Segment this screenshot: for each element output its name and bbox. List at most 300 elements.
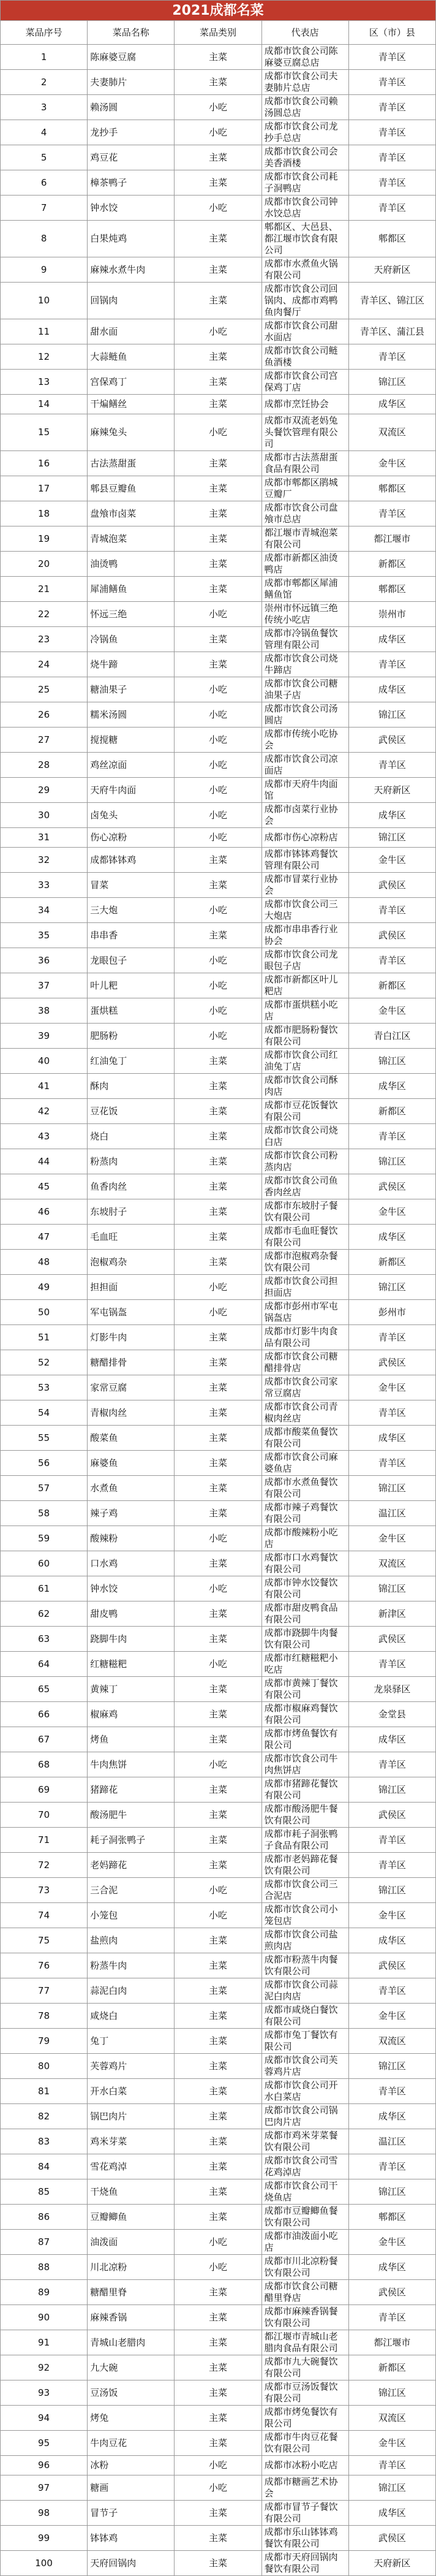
dish-name: 担担面	[88, 1275, 175, 1300]
dish-name: 三大炮	[88, 898, 175, 923]
row-number: 92	[1, 2355, 88, 2380]
district: 武侯区	[348, 1803, 435, 1828]
dish-category: 主菜	[175, 451, 261, 476]
table-row	[1, 552, 436, 577]
table-row	[1, 973, 436, 998]
representative-store: 成都市酸汤肥牛餐饮有限公司	[261, 1803, 348, 1828]
district: 青羊区	[348, 1325, 435, 1350]
district: 青羊区	[348, 70, 435, 95]
table-row	[1, 1476, 436, 1501]
district: 金牛区	[348, 1526, 435, 1551]
row-number: 77	[1, 1978, 88, 2004]
representative-store: 成都市饮食公司担担面店	[261, 1275, 348, 1300]
dish-name: 牛肉焦饼	[88, 1752, 175, 1777]
table-row	[1, 170, 436, 196]
representative-store: 成都市双流老妈兔头餐饮管理有限公司	[261, 414, 348, 451]
district: 锦江区	[348, 2054, 435, 2079]
row-number: 84	[1, 2154, 88, 2179]
dish-category: 小吃	[175, 1576, 261, 1601]
representative-store: 成都市烤兔餐饮有限公司	[261, 2406, 348, 2431]
row-number: 78	[1, 2004, 88, 2029]
dish-category: 主菜	[175, 2179, 261, 2205]
row-number: 94	[1, 2406, 88, 2431]
dish-category: 主菜	[175, 283, 261, 319]
representative-store: 成都市蛋烘糕小吃店	[261, 998, 348, 1024]
row-number: 89	[1, 2280, 88, 2305]
representative-store: 成都市酸菜鱼餐饮有限公司	[261, 1426, 348, 1451]
table-row	[1, 1149, 436, 1174]
district: 青羊区	[348, 1124, 435, 1149]
row-number: 10	[1, 283, 88, 319]
row-number: 23	[1, 627, 88, 652]
district: 青羊区	[348, 145, 435, 170]
representative-store: 成都市饮食公司家常豆腐店	[261, 1375, 348, 1400]
dish-name: 椒麻鸡	[88, 1702, 175, 1727]
row-number: 79	[1, 2029, 88, 2054]
table-row	[1, 1953, 436, 1978]
table-row	[1, 1174, 436, 1199]
representative-store: 成都市川北凉粉餐饮有限公司	[261, 2255, 348, 2280]
representative-store: 成都市饮食公司粉蒸肉店	[261, 1149, 348, 1174]
representative-store: 成都市甜皮鸭食品有限公司	[261, 1601, 348, 1627]
row-number: 2	[1, 70, 88, 95]
district: 金牛区	[348, 848, 435, 873]
dish-category: 小吃	[175, 1300, 261, 1325]
dish-category: 小吃	[175, 998, 261, 1024]
table-row	[1, 120, 436, 145]
dish-category: 主菜	[175, 1149, 261, 1174]
table-row	[1, 1652, 436, 1677]
row-number: 31	[1, 828, 88, 848]
dish-category: 小吃	[175, 1878, 261, 1903]
dish-category: 主菜	[175, 2551, 261, 2576]
table-row	[1, 1400, 436, 1426]
dish-category: 主菜	[175, 170, 261, 196]
representative-store: 都江堰市青城泡菜有限公司	[261, 526, 348, 552]
district: 新都区	[348, 2355, 435, 2380]
dish-name: 鱼香肉丝	[88, 1174, 175, 1199]
table-row	[1, 1300, 436, 1325]
row-number: 98	[1, 2501, 88, 2526]
district: 青羊区	[348, 2079, 435, 2104]
dish-category: 主菜	[175, 1476, 261, 1501]
row-number: 22	[1, 602, 88, 627]
district: 青羊区	[348, 1400, 435, 1426]
row-number: 100	[1, 2551, 88, 2576]
representative-store: 成都市泡椒鸡杂餐饮有限公司	[261, 1250, 348, 1275]
header-store: 代表店	[261, 21, 348, 45]
representative-store: 成都市兔丁餐饮有限公司	[261, 2029, 348, 2054]
dish-name: 酸汤肥牛	[88, 1803, 175, 1828]
dish-name: 青城泡菜	[88, 526, 175, 552]
dish-category: 小吃	[175, 120, 261, 145]
representative-store: 成都市椒麻鸡餐饮有限公司	[261, 1702, 348, 1727]
dish-name: 粉蒸肉	[88, 1149, 175, 1174]
district: 青羊区	[348, 1978, 435, 2004]
dish-name: 冰粉	[88, 2456, 175, 2475]
dish-category: 主菜	[175, 2330, 261, 2355]
dish-name: 郫县豆瓣鱼	[88, 476, 175, 501]
dish-category: 小吃	[175, 1526, 261, 1551]
dish-category: 小吃	[175, 898, 261, 923]
dish-name: 酸辣粉	[88, 1526, 175, 1551]
dish-name: 糖油果子	[88, 677, 175, 702]
district: 青羊区	[348, 753, 435, 778]
dish-category: 主菜	[175, 2154, 261, 2179]
table-row	[1, 1727, 436, 1752]
row-number: 74	[1, 1903, 88, 1928]
district: 武侯区	[348, 728, 435, 753]
row-number: 9	[1, 257, 88, 283]
dish-category: 小吃	[175, 1752, 261, 1777]
representative-store: 成都市口水鸡餐饮有限公司	[261, 1551, 348, 1576]
row-number: 70	[1, 1803, 88, 1828]
table-row	[1, 602, 436, 627]
dish-name: 口水鸡	[88, 1551, 175, 1576]
dish-category: 小吃	[175, 677, 261, 702]
dish-name: 回锅肉	[88, 283, 175, 319]
representative-store: 成都市粉蒸牛肉餐饮有限公司	[261, 1953, 348, 1978]
representative-store: 成都市鸡米芽菜餐饮有限公司	[261, 2129, 348, 2154]
table-row	[1, 2129, 436, 2154]
dish-name: 牛肉豆花	[88, 2431, 175, 2456]
dish-category: 小吃	[175, 828, 261, 848]
representative-store: 成都市饮食公司糖醋排骨店	[261, 1350, 348, 1375]
row-number: 17	[1, 476, 88, 501]
district: 武侯区	[348, 873, 435, 898]
row-number: 41	[1, 1074, 88, 1099]
dish-category: 主菜	[175, 1928, 261, 1953]
representative-store: 成都市饮食公司汤圆店	[261, 702, 348, 728]
dish-category: 小吃	[175, 414, 261, 451]
district: 锦江区	[348, 1049, 435, 1074]
header-row	[1, 21, 436, 45]
dish-category: 小吃	[175, 2475, 261, 2501]
row-number: 36	[1, 948, 88, 973]
district: 成华区	[348, 1225, 435, 1250]
table-row	[1, 2104, 436, 2129]
table-row	[1, 1853, 436, 1878]
dish-name: 麻辣兔头	[88, 414, 175, 451]
dish-name: 麻婆鱼	[88, 1451, 175, 1476]
table-row	[1, 2054, 436, 2079]
dish-name: 龙抄手	[88, 120, 175, 145]
table-row	[1, 2355, 436, 2380]
dish-name: 肥肠粉	[88, 1024, 175, 1049]
dish-name: 烧牛蹄	[88, 652, 175, 677]
dish-name: 糖画	[88, 2475, 175, 2501]
representative-store: 成都市郫都区鹃城豆瓣厂	[261, 476, 348, 501]
dish-name: 鸡丝凉面	[88, 753, 175, 778]
row-number: 30	[1, 803, 88, 828]
dish-category: 主菜	[175, 627, 261, 652]
district: 锦江区	[348, 1576, 435, 1601]
district: 新都区	[348, 1250, 435, 1275]
table-row	[1, 1225, 436, 1250]
dish-name: 盘飧市卤菜	[88, 501, 175, 526]
representative-store: 成都市冷锅鱼餐饮管理有限公司	[261, 627, 348, 652]
representative-store: 成都市饮食公司糖油果子店	[261, 677, 348, 702]
row-number: 25	[1, 677, 88, 702]
table-row	[1, 948, 436, 973]
dish-name: 烤鱼	[88, 1727, 175, 1752]
dish-category: 主菜	[175, 1451, 261, 1476]
dish-category: 小吃	[175, 2456, 261, 2475]
dish-category: 主菜	[175, 1074, 261, 1099]
table-row	[1, 898, 436, 923]
dish-name: 豆汤饭	[88, 2380, 175, 2406]
dish-category: 小吃	[175, 1652, 261, 1677]
row-number: 93	[1, 2380, 88, 2406]
district: 金牛区	[348, 998, 435, 1024]
district: 成华区	[348, 2501, 435, 2526]
sheet-title: 2021成都名菜	[1, 1, 436, 21]
representative-store: 成都市饮食公司盘飧市总店	[261, 501, 348, 526]
district: 双流区	[348, 414, 435, 451]
dish-category: 主菜	[175, 70, 261, 95]
dish-name: 糯米汤圆	[88, 702, 175, 728]
table-row	[1, 45, 436, 70]
table-row	[1, 476, 436, 501]
dish-category: 主菜	[175, 2406, 261, 2431]
dish-category: 主菜	[175, 1551, 261, 1576]
row-number: 1	[1, 45, 88, 70]
dish-category: 主菜	[175, 1049, 261, 1074]
row-number: 35	[1, 923, 88, 948]
table-row	[1, 1903, 436, 1928]
header-category: 菜品类别	[175, 21, 261, 45]
dish-name: 伤心凉粉	[88, 828, 175, 848]
district: 金牛区	[348, 2230, 435, 2255]
row-number: 49	[1, 1275, 88, 1300]
table-row	[1, 395, 436, 414]
district: 双流区	[348, 2406, 435, 2431]
row-number: 11	[1, 319, 88, 344]
dish-category: 主菜	[175, 501, 261, 526]
row-number: 64	[1, 1652, 88, 1677]
representative-store: 成都市天府牛肉面馆	[261, 778, 348, 803]
district: 锦江区	[348, 2179, 435, 2205]
dish-name: 白果炖鸡	[88, 221, 175, 257]
row-number: 27	[1, 728, 88, 753]
district: 青羊区	[348, 2305, 435, 2330]
row-number: 58	[1, 1501, 88, 1526]
row-number: 51	[1, 1325, 88, 1350]
dish-name: 烤兔	[88, 2406, 175, 2431]
row-number: 12	[1, 344, 88, 370]
row-number: 8	[1, 221, 88, 257]
header-district: 区（市）县	[348, 21, 435, 45]
dish-name: 甜皮鸭	[88, 1601, 175, 1627]
table-row	[1, 778, 436, 803]
row-number: 66	[1, 1702, 88, 1727]
row-number: 80	[1, 2054, 88, 2079]
district: 彭州市	[348, 1300, 435, 1325]
row-number: 86	[1, 2205, 88, 2230]
dish-category: 主菜	[175, 395, 261, 414]
table-row	[1, 1627, 436, 1652]
dish-name: 蒜泥白肉	[88, 1978, 175, 2004]
representative-store: 成都市饮食公司雪花鸡淖店	[261, 2154, 348, 2179]
row-number: 73	[1, 1878, 88, 1903]
dish-category: 主菜	[175, 1350, 261, 1375]
district: 双流区	[348, 2029, 435, 2054]
dish-name: 军屯锅盔	[88, 1300, 175, 1325]
district: 金牛区	[348, 1375, 435, 1400]
dish-category: 主菜	[175, 2280, 261, 2305]
table-row	[1, 451, 436, 476]
representative-store: 成都市饮食公司耗子洞鸭店	[261, 170, 348, 196]
row-number: 91	[1, 2330, 88, 2355]
row-number: 82	[1, 2104, 88, 2129]
table-row	[1, 1049, 436, 1074]
row-number: 56	[1, 1451, 88, 1476]
dish-name: 东坡肘子	[88, 1199, 175, 1225]
row-number: 68	[1, 1752, 88, 1777]
table-row	[1, 2205, 436, 2230]
dish-name: 天府回锅肉	[88, 2551, 175, 2576]
dish-name: 赖汤圆	[88, 95, 175, 120]
row-number: 6	[1, 170, 88, 196]
row-number: 34	[1, 898, 88, 923]
dish-category: 小吃	[175, 803, 261, 828]
row-number: 29	[1, 778, 88, 803]
representative-store: 成都市饮食公司龙抄手总店	[261, 120, 348, 145]
dish-category: 主菜	[175, 2501, 261, 2526]
table-row	[1, 702, 436, 728]
table-row	[1, 1275, 436, 1300]
dish-category: 小吃	[175, 319, 261, 344]
representative-store: 成都市郫都区犀浦鳝鱼馆	[261, 577, 348, 602]
district: 成华区	[348, 2255, 435, 2280]
table-row	[1, 1124, 436, 1149]
dish-category: 主菜	[175, 2054, 261, 2079]
header-dish: 菜品名称	[88, 21, 175, 45]
dish-name: 糖醋里脊	[88, 2280, 175, 2305]
dish-category: 主菜	[175, 476, 261, 501]
district: 锦江区	[348, 370, 435, 395]
district: 天府新区	[348, 778, 435, 803]
table-row	[1, 1099, 436, 1124]
dish-category: 主菜	[175, 1803, 261, 1828]
dish-name: 粉蒸牛肉	[88, 1953, 175, 1978]
representative-store: 成都市饮食公司麻婆鱼店	[261, 1451, 348, 1476]
district: 成华区	[348, 2104, 435, 2129]
representative-store: 崇州市怀远镇三绝传统小吃店	[261, 602, 348, 627]
dish-name: 成都钵钵鸡	[88, 848, 175, 873]
dish-name: 冒节子	[88, 2501, 175, 2526]
dish-name: 甜水面	[88, 319, 175, 344]
dish-category: 主菜	[175, 2431, 261, 2456]
representative-store: 成都市饮食公司钟水饺总店	[261, 196, 348, 221]
dish-name: 犀浦鳝鱼	[88, 577, 175, 602]
district: 锦江区	[348, 2475, 435, 2501]
row-number: 5	[1, 145, 88, 170]
representative-store: 成都市饮食公司龙眼包子店	[261, 948, 348, 973]
row-number: 38	[1, 998, 88, 1024]
district: 锦江区	[348, 828, 435, 848]
row-number: 90	[1, 2305, 88, 2330]
representative-store: 成都市饮食公司烧牛蹄店	[261, 652, 348, 677]
row-number: 50	[1, 1300, 88, 1325]
representative-store: 成都市饮食公司红油兔丁店	[261, 1049, 348, 1074]
dish-category: 主菜	[175, 145, 261, 170]
representative-store: 成都市饮食公司鱼香肉丝店	[261, 1174, 348, 1199]
table-row	[1, 1928, 436, 1953]
row-number: 14	[1, 395, 88, 414]
representative-store: 成都市冒菜行业协会	[261, 873, 348, 898]
representative-store: 成都市卤菜行业协会	[261, 803, 348, 828]
row-number: 81	[1, 2079, 88, 2104]
district: 锦江区	[348, 702, 435, 728]
dish-category: 主菜	[175, 2305, 261, 2330]
representative-store: 成都市饮食公司干烧鱼店	[261, 2179, 348, 2205]
dish-name: 酸菜鱼	[88, 1426, 175, 1451]
district: 崇州市	[348, 602, 435, 627]
table-row	[1, 848, 436, 873]
row-number: 4	[1, 120, 88, 145]
table-row	[1, 753, 436, 778]
representative-store: 成都市饮食公司回锅肉、成都市鸡鸭鱼肉餐厅	[261, 283, 348, 319]
table-row	[1, 2280, 436, 2305]
table-row	[1, 1777, 436, 1803]
dish-name: 夫妻肺片	[88, 70, 175, 95]
district: 金牛区	[348, 2004, 435, 2029]
row-number: 54	[1, 1400, 88, 1426]
dish-category: 小吃	[175, 1903, 261, 1928]
table-row	[1, 2526, 436, 2551]
dish-name: 天府牛肉面	[88, 778, 175, 803]
table-row	[1, 70, 436, 95]
representative-store: 成都市钵钵鸡餐饮管理有限公司	[261, 848, 348, 873]
representative-store: 成都市辣子鸡餐饮有限公司	[261, 1501, 348, 1526]
dish-category: 主菜	[175, 1853, 261, 1878]
district: 锦江区	[348, 2380, 435, 2406]
row-number: 55	[1, 1426, 88, 1451]
dish-name: 水煮鱼	[88, 1476, 175, 1501]
representative-store: 成都市饮食公司青椒肉丝店	[261, 1400, 348, 1426]
representative-store: 成都市酸辣粉小吃店	[261, 1526, 348, 1551]
dish-name: 鸡米芽菜	[88, 2129, 175, 2154]
dish-category: 主菜	[175, 1828, 261, 1853]
row-number: 3	[1, 95, 88, 120]
district: 青羊区	[348, 1752, 435, 1777]
dish-name: 搅搅糖	[88, 728, 175, 753]
table-row	[1, 319, 436, 344]
district: 青羊区	[348, 2154, 435, 2179]
dish-name: 川北凉粉	[88, 2255, 175, 2280]
representative-store: 成都市糖画艺术协会	[261, 2475, 348, 2501]
table-row	[1, 221, 436, 257]
district: 新都区	[348, 973, 435, 998]
representative-store: 成都市九大碗餐饮有限公司	[261, 2355, 348, 2380]
table-row	[1, 1375, 436, 1400]
district: 郫都区	[348, 476, 435, 501]
district: 成华区	[348, 803, 435, 828]
representative-store: 成都市古法蒸甜蛋食品有限公司	[261, 451, 348, 476]
representative-store: 成都市饮食公司烧白店	[261, 1124, 348, 1149]
dish-name: 毛血旺	[88, 1225, 175, 1250]
district: 都江堰市	[348, 2330, 435, 2355]
district: 青羊区	[348, 1451, 435, 1476]
dish-name: 钟水饺	[88, 196, 175, 221]
dish-category: 小吃	[175, 2255, 261, 2280]
district: 成华区	[348, 395, 435, 414]
representative-store: 成都市咸烧白餐饮有限公司	[261, 2004, 348, 2029]
row-number: 16	[1, 451, 88, 476]
row-number: 97	[1, 2475, 88, 2501]
row-number: 13	[1, 370, 88, 395]
